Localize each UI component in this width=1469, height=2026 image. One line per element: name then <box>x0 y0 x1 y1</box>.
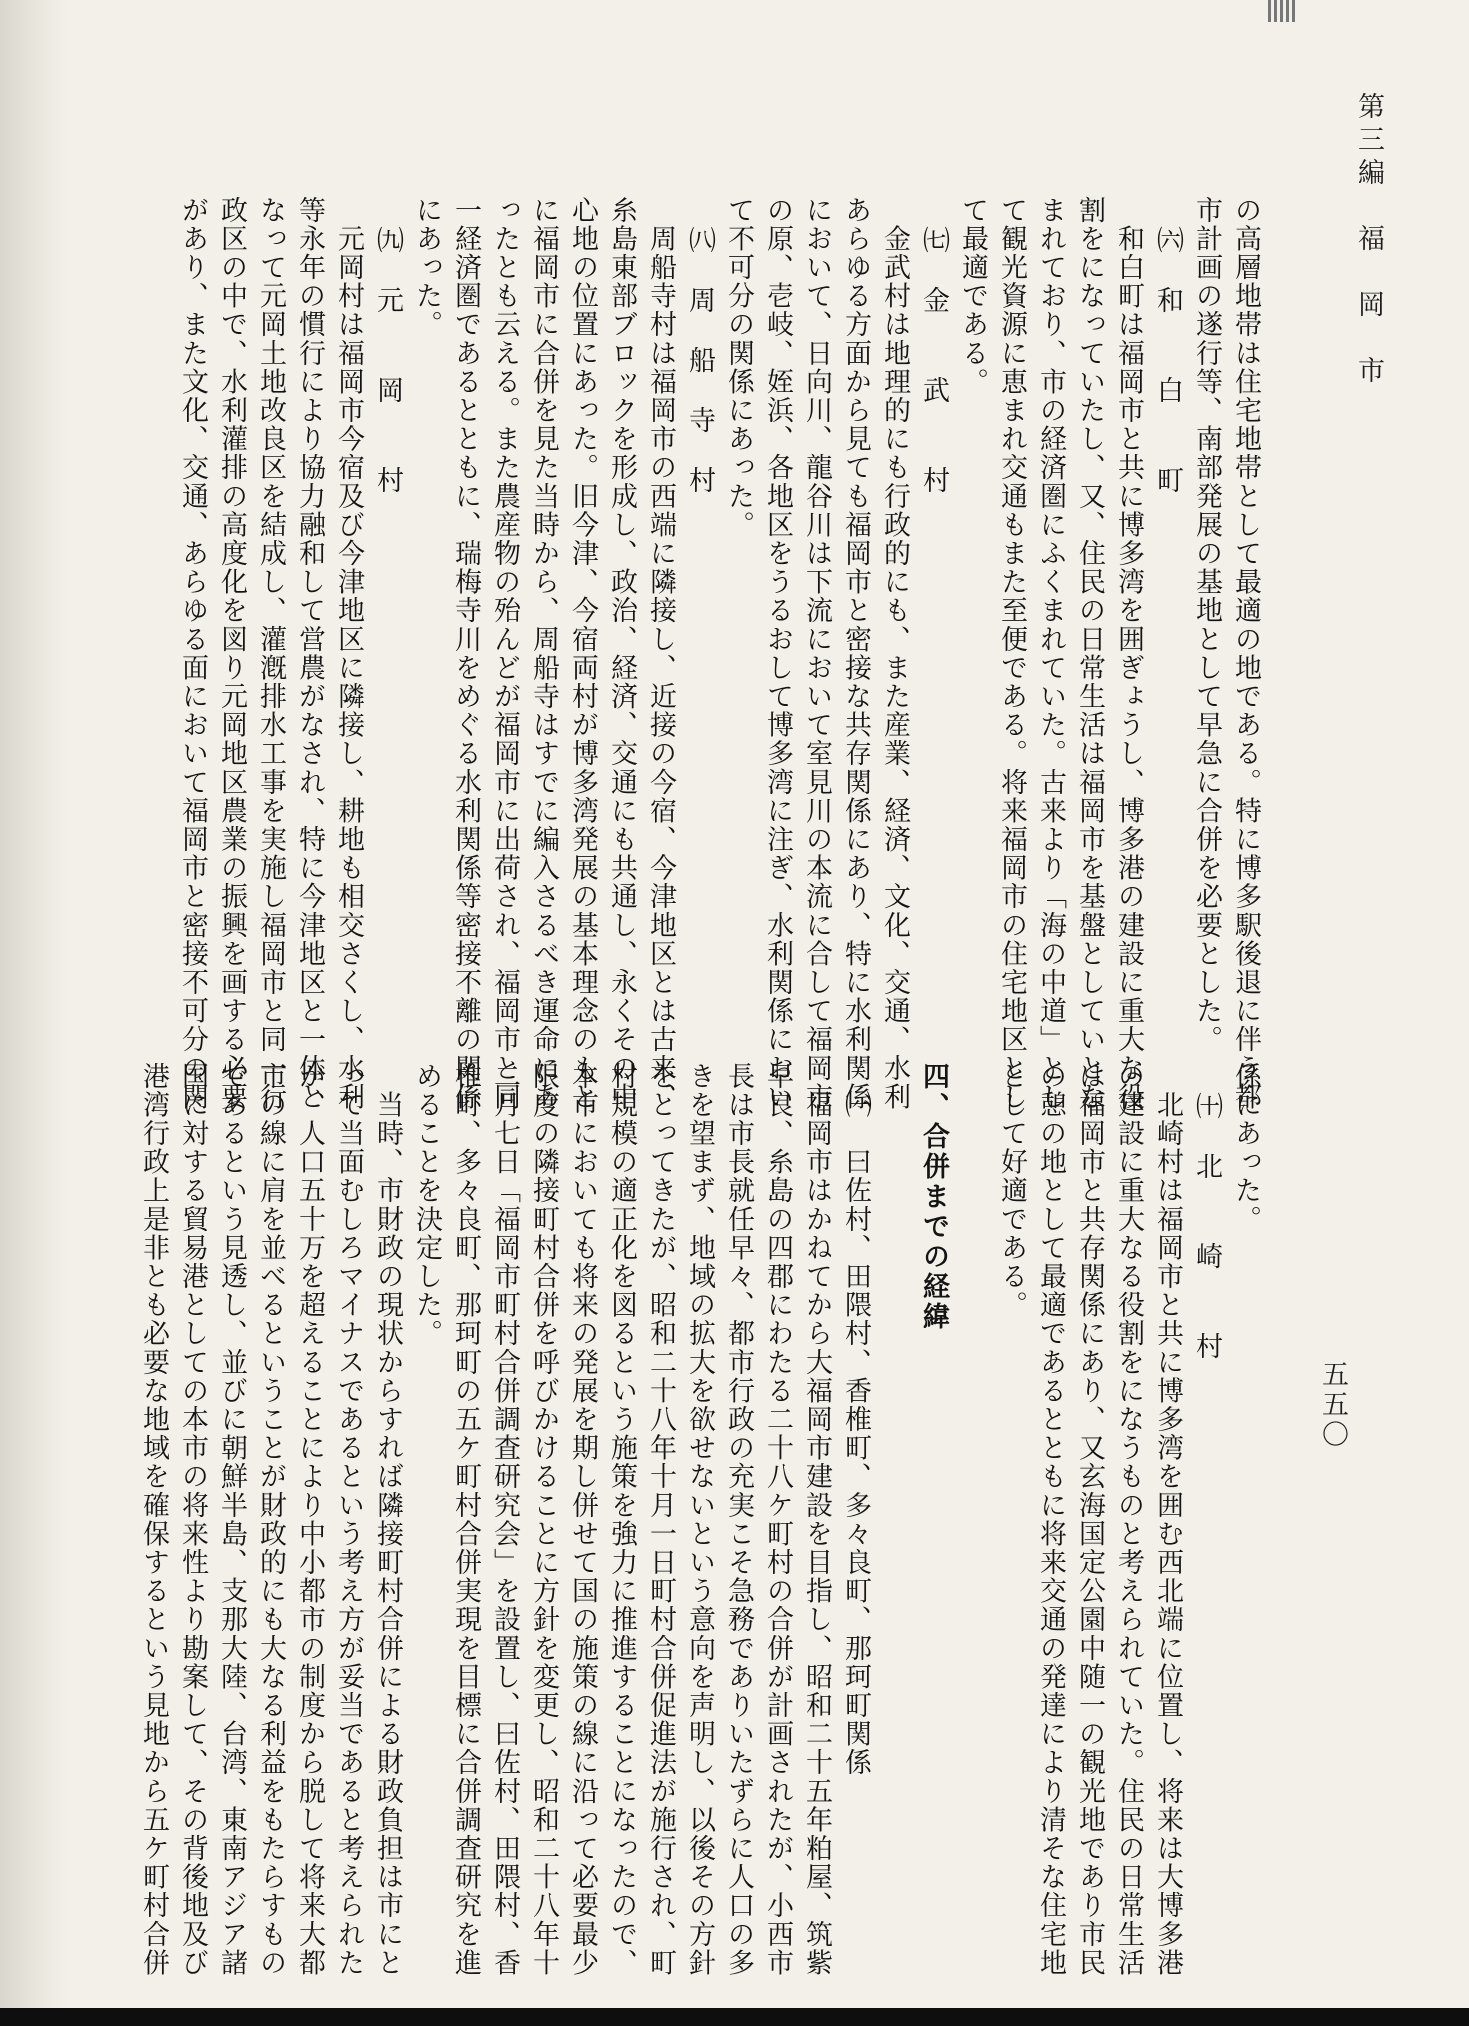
subsection-heading: ㈠ 曰佐村、田隈村、香椎町、多々良町、那珂町関係 <box>840 1062 871 1777</box>
text-line: て観光資源に恵まれ交通もまた至便である。将来福岡市の住宅地区とし <box>996 196 1027 1112</box>
scan-bottom-edge <box>0 2008 1469 2026</box>
text-line: 糸島東部ブロックを形成し、政治、経済、交通にも共通し、永くその中 <box>606 196 637 1112</box>
text-line: 和白町は福岡市と共に博多湾を囲ぎょうし、博多港の建設に重大な役 <box>1113 196 1144 1112</box>
page-number: 五五〇 <box>1317 1360 1348 1450</box>
section-heading-kanatake: ㈦ 金 武 村 <box>918 196 949 496</box>
text-line: 早良、糸島の四郡にわたる二十八ケ町村の合併が計画されたが、小西市 <box>762 1062 793 1978</box>
text-line: であるという見透し、並びに朝鮮半島、支那大陸、台湾、東南アジア諸 <box>216 1062 247 1978</box>
text-line: 係にあった。 <box>1230 1062 1261 1234</box>
text-line: 等永年の慣行により協力融和して営農がなされ、特に今津地区と一体と <box>294 196 325 1112</box>
text-line: が、人口五十万を超えることにより中小都市の制度から脱して将来大都 <box>294 1062 325 1978</box>
text-line: 市の線に肩を並べるということが財政的にも大なる利益をもたらすもの <box>255 1062 286 1978</box>
text-line: の原、壱岐、姪浜、各地区をうるおして博多湾に注ぎ、水利関係におい <box>762 196 793 1112</box>
binding-shadow <box>0 0 70 2026</box>
running-head: 第三編 福 岡 市 <box>1353 92 1384 389</box>
text-line: 一経済圏であるとともに、瑞梅寺川をめぐる水利関係等密接不離の関係 <box>450 196 481 1112</box>
section-heading-kitazaki: ㈩ 北 崎 村 <box>1191 1062 1222 1362</box>
lower-text-block <box>138 1062 1265 1978</box>
text-line: 割をになっていたし、又、住民の日常生活は福岡市を基盤としていとな <box>1074 196 1105 1112</box>
text-line: 村規模の適正化を図るという施策を強力に推進することになったので、 <box>606 1062 637 1978</box>
text-line: 元岡村は福岡市今宿及び今津地区に隣接し、耕地も相交さくし、水利 <box>333 196 364 1112</box>
text-line: の建設に重大なる役割をになうものと考えられていた。住民の日常生活 <box>1113 1062 1144 1978</box>
upper-text-block <box>177 196 1265 1112</box>
scan-edge-mark <box>1268 0 1298 22</box>
text-line: って当面むしろマイナスであるという考え方が妥当であると考えられた <box>333 1062 364 1978</box>
text-line: 港湾行政上是非とも必要な地域を確保するという見地から五ケ町村合併 <box>138 1062 169 1978</box>
text-line: 二月七日「福岡市町村合併調査研究会」を設置し、曰佐村、田隈村、香 <box>489 1062 520 1978</box>
text-line: 限度の隣接町村合併を呼びかけることに方針を変更し、昭和二十八年十 <box>528 1062 559 1978</box>
text-line: 福岡市はかねてから大福岡市建設を目指し、昭和二十五年粕屋、筑紫 <box>801 1062 832 1978</box>
text-line: 心地の位置にあった。旧今津、今宿両村が博多湾発展の基本理念のもと <box>567 196 598 1112</box>
text-line: 国に対する貿易港としての本市の将来性より勘案して、その背後地及び <box>177 1062 208 1978</box>
text-line: 当時、市財政の現状からすれば隣接町村合併による財政負担は市にと <box>372 1062 403 1978</box>
section-heading-susenji: ㈧ 周 船 寺 村 <box>684 196 715 496</box>
text-line: として好適である。 <box>996 1062 1027 1320</box>
text-line: 政区の中で、水利灌排の高度化を図り元岡地区農業の振興を画する必要 <box>216 196 247 1112</box>
section-heading-wajiro: ㈥ 和 白 町 <box>1152 196 1183 496</box>
text-line: をとってきたが、昭和二十八年十月一日町村合併促進法が施行され、町 <box>645 1062 676 1978</box>
text-line: に福岡市に合併を見た当時から、周船寺はすでに編入さるべき運命にあ <box>528 196 559 1112</box>
text-line: は福岡市と共存関係にあり、又玄海国定公園中随一の観光地であり市民 <box>1074 1062 1105 1978</box>
blank-line <box>875 1062 914 1962</box>
text-line: なって元岡土地改良区を結成し、灌漑排水工事を実施し福岡市と同一行 <box>255 196 286 1112</box>
text-line: があり、また文化、交通、あらゆる面において福岡市と密接不可分の関 <box>177 196 208 1112</box>
text-line: 市計画の遂行等、南部発展の基地として早急に合併を必要とした。 <box>1191 196 1222 1054</box>
text-line: あらゆる方面から見ても福岡市と密接な共存関係にあり、特に水利関係 <box>840 196 871 1112</box>
text-line: 長は市長就任早々、都市行政の充実こそ急務でありいたずらに人口の多 <box>723 1062 754 1978</box>
chapter-heading: 四、合併までの経緯 <box>918 1062 949 1332</box>
text-line: て最適である。 <box>957 196 988 397</box>
text-line: の高層地帯は住宅地帯として最適の地である。特に博多駅後退に伴う都 <box>1230 196 1261 1112</box>
text-line: まれており、市の経済圏にふくまれていた。古来より「海の中道」とし <box>1035 196 1066 1112</box>
text-line: て不可分の関係にあった。 <box>723 196 754 540</box>
text-line: 金武村は地理的にも行政的にも、また産業、経済、文化、交通、水利 <box>879 196 910 1112</box>
text-line: 本市においても将来の発展を期し併せて国の施策の線に沿って必要最少 <box>567 1062 598 1978</box>
text-line: ったとも云える。また農産物の殆んどが福岡市に出荷され、福岡市と同 <box>489 196 520 1112</box>
text-line: きを望まず、地域の拡大を欲せないという意向を声明し、以後その方針 <box>684 1062 715 1978</box>
text-line: 周船寺村は福岡市の西端に隣接し、近接の今宿、今津地区とは古来、 <box>645 196 676 1112</box>
text-line: 椎町、多々良町、那珂町の五ケ町村合併実現を目標に合併調査研究を進 <box>450 1062 481 1978</box>
text-line: めることを決定した。 <box>411 1062 442 1348</box>
text-line: 北崎村は福岡市と共に博多湾を囲む西北端に位置し、将来は大博多港 <box>1152 1062 1183 1978</box>
text-line: の憩の地として最適であるとともに将来交通の発達により清そな住宅地 <box>1035 1062 1066 1978</box>
section-heading-motooka: ㈨ 元 岡 村 <box>372 196 403 496</box>
blank-line <box>953 1062 992 1962</box>
text-line: にあった。 <box>411 196 442 339</box>
text-line: において、日向川、龍谷川は下流において室見川の本流に合して福岡市 <box>801 196 832 1112</box>
